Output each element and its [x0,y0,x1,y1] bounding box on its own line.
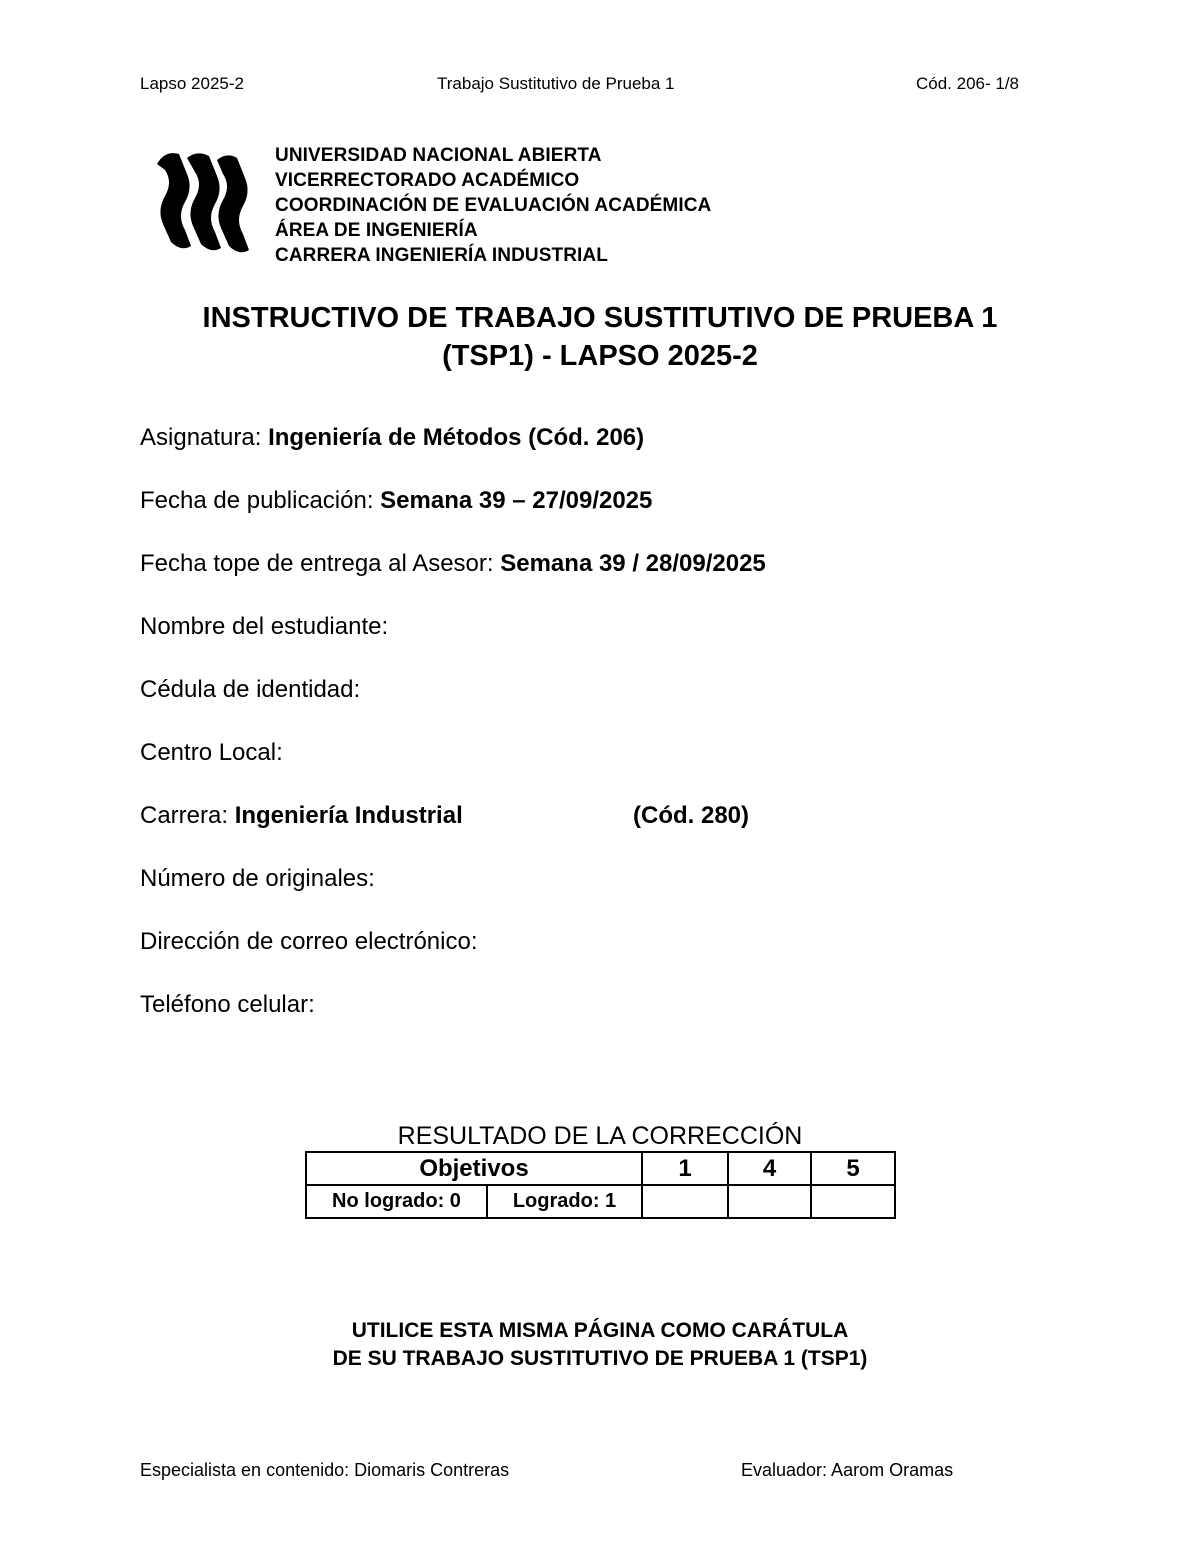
field-originales-label: Número de originales: [140,865,375,892]
field-carrera-code-value: (Cód. 280) [633,802,750,829]
institution-carrera: CARRERA INGENIERÍA INDUSTRIAL [275,245,608,266]
document-title-line2: (TSP1) - LAPSO 2025-2 [442,340,758,372]
field-asignatura-value: Ingeniería de Métodos (Cód. 206) [268,424,645,451]
field-nombre-label: Nombre del estudiante: [140,613,389,640]
field-correo-label: Dirección de correo electrónico: [140,928,478,955]
field-carrera [140,801,463,831]
una-logo [157,150,251,254]
field-centro-label: Centro Local: [140,739,283,766]
footer-evaluator: Evaluador: Aarom Oramas [741,1460,954,1480]
objective-5-score-cell[interactable] [811,1185,895,1218]
objetivos-header: Objetivos [306,1152,642,1185]
field-carrera-code [633,801,749,831]
institution-area: ÁREA DE INGENIERÍA [275,220,478,241]
cover-note-line2: DE SU TRABAJO SUSTITUTIVO DE PRUEBA 1 (TSP1) [332,1347,868,1370]
field-cedula-label: Cédula de identidad: [140,676,361,703]
cover-note-line1: UTILICE ESTA MISMA PÁGINA COMO CARÁTULA [351,1319,849,1342]
result-table [305,1151,896,1219]
field-carrera-label: Carrera: [140,802,235,829]
objective-4: 4 [728,1152,811,1185]
field-asignatura [140,423,644,453]
field-entrega-label: Fecha tope de entrega al Asesor: [140,550,501,577]
field-publicacion-label: Fecha de publicación: [140,487,381,514]
institution-name: UNIVERSIDAD NACIONAL ABIERTA [275,145,602,166]
header-page-code: Cód. 206- 1/8 [916,74,1020,93]
field-publicacion [140,486,652,516]
objective-4-score-cell[interactable] [728,1185,811,1218]
field-entrega [140,549,766,579]
result-header-row [306,1152,895,1185]
header-lapso: Lapso 2025-2 [140,74,244,93]
footer-specialist: Especialista en contenido: Diomaris Contreras [140,1460,510,1480]
header-document-title: Trabajo Sustitutivo de Prueba 1 [437,74,675,93]
field-asignatura-label: Asignatura: [140,424,269,451]
document-title-line1: INSTRUCTIVO DE TRABAJO SUSTITUTIVO DE PRUEBA 1 [202,302,998,334]
no-logrado-legend: No logrado: 0 [306,1185,487,1218]
institution-vicerrectorado: VICERRECTORADO ACADÉMICO [275,170,580,191]
field-publicacion-value: Semana 39 – 27/09/2025 [380,487,653,514]
objective-1-score-cell[interactable] [642,1185,728,1218]
field-carrera-value: Ingeniería Industrial [234,802,463,829]
logrado-legend: Logrado: 1 [487,1185,642,1218]
field-telefono-label: Teléfono celular: [140,991,315,1018]
institution-coordinacion: COORDINACIÓN DE EVALUACIÓN ACADÉMICA [275,195,712,216]
field-entrega-value: Semana 39 / 28/09/2025 [500,550,766,577]
result-score-row [306,1185,895,1218]
result-title: RESULTADO DE LA CORRECCIÓN [397,1122,803,1150]
objective-5: 5 [811,1152,895,1185]
objective-1: 1 [642,1152,728,1185]
